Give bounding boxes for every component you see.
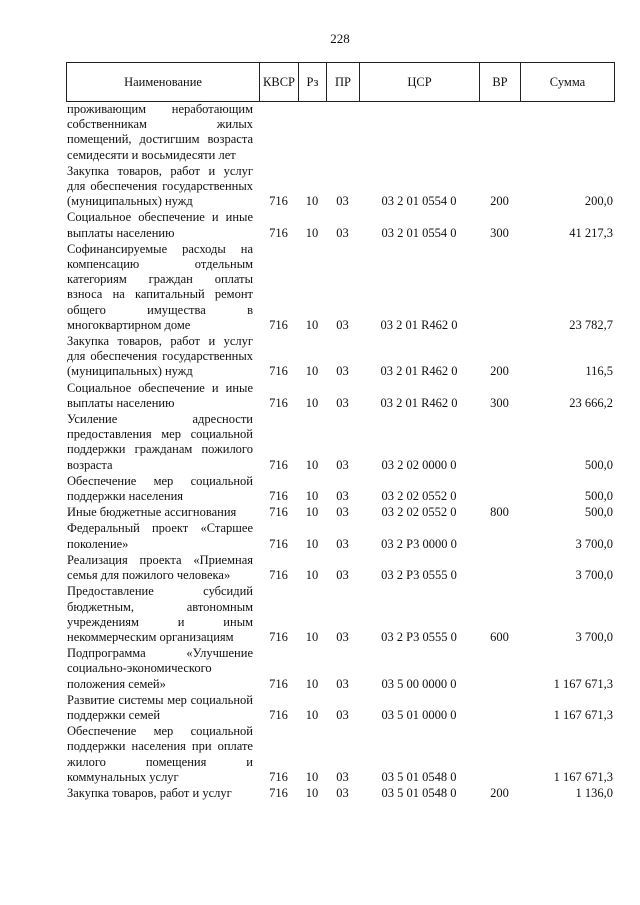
row-pr: 03 (336, 489, 349, 504)
row-pr: 03 (336, 629, 349, 644)
row-csr: 03 2 01 R462 0 (380, 317, 458, 332)
row-vr (479, 724, 520, 786)
row-name: Закупка товаров, работ и услуг для обеспечения государственных (муниципальных) нужд (67, 334, 253, 379)
row-csr: 03 2 02 0552 0 (381, 489, 457, 504)
row-pr: 03 (336, 364, 349, 379)
row-name: Подпрограмма «Улучшение социально-экономического положения семей» (67, 646, 253, 691)
header-name: Наименование (67, 63, 260, 102)
row-rz: 10 (305, 785, 319, 800)
row-csr: 03 2 P3 0555 0 (381, 629, 457, 644)
row-pr (326, 102, 359, 164)
row-csr: 03 2 01 0554 0 (381, 225, 457, 240)
row-rz: 10 (305, 568, 319, 583)
header-rz: Рз (299, 63, 327, 102)
row-vr (479, 521, 520, 552)
row-csr: 03 2 P3 0555 0 (381, 568, 457, 583)
header-pr: ПР (327, 63, 360, 102)
row-name: Федеральный проект «Старшее поколение» (67, 521, 253, 551)
row-pr: 03 (336, 676, 349, 691)
row-name: Социальное обеспечение и иные выплаты населению (67, 210, 253, 240)
row-kvsr: 716 (269, 364, 288, 379)
row-vr (479, 102, 520, 164)
row-vr: 200 (490, 194, 509, 209)
row-csr: 03 5 00 0000 0 (381, 676, 457, 691)
row-sum: 23 782,7 (569, 317, 613, 332)
row-kvsr: 716 (269, 489, 288, 504)
header-vr: ВР (480, 63, 521, 102)
row-csr: 03 5 01 0548 0 (381, 769, 457, 784)
row-kvsr: 716 (269, 457, 288, 472)
row-kvsr: 716 (269, 317, 288, 332)
row-rz: 10 (305, 317, 319, 332)
row-sum: 41 217,3 (569, 225, 613, 240)
row-name: проживающим неработающим собственникам жилых помещений, достигшим возраста семидесяти и восьмидесяти лет (67, 102, 253, 162)
row-pr: 03 (336, 395, 349, 410)
row-name: Реализация проекта «Приемная семья для пожилого человека» (67, 552, 253, 583)
row-pr: 03 (336, 536, 349, 551)
row-name: Обеспечение мер социальной поддержки населения (67, 473, 253, 504)
table-row (67, 505, 614, 521)
row-kvsr: 716 (269, 568, 288, 583)
page-number: 228 (330, 31, 350, 46)
row-pr: 03 (336, 568, 349, 583)
row-sum: 200,0 (584, 194, 613, 209)
row-rz: 10 (305, 225, 319, 240)
table-header (66, 62, 615, 102)
row-sum: 500,0 (584, 489, 613, 504)
row-name: Закупка товаров, работ и услуг для обеспечения государственных (муниципальных) нужд (67, 163, 253, 209)
row-kvsr: 716 (269, 707, 288, 722)
row-pr: 03 (336, 194, 349, 209)
row-csr: 03 2 01 0554 0 (381, 194, 457, 209)
row-kvsr: 716 (269, 676, 288, 691)
row-kvsr: 716 (269, 629, 288, 644)
row-csr: 03 2 02 0000 0 (381, 457, 457, 472)
row-sum: 1 167 671,3 (553, 707, 613, 722)
row-rz (298, 102, 326, 164)
row-csr: 03 2 P3 0000 0 (381, 536, 457, 551)
table-row (67, 334, 614, 381)
row-sum: 3 700,0 (575, 629, 613, 644)
row-kvsr: 716 (269, 785, 288, 800)
row-rz: 10 (305, 505, 319, 520)
row-csr: 03 5 01 0000 0 (381, 707, 457, 722)
row-vr: 300 (490, 225, 509, 240)
row-rz: 10 (305, 364, 319, 379)
row-name: Закупка товаров, работ и услуг (67, 785, 232, 800)
row-vr (479, 412, 520, 474)
row-pr: 03 (336, 785, 349, 800)
table-row (67, 584, 614, 646)
row-csr: 03 2 02 0552 0 (381, 505, 457, 520)
header-kvsr: КВСР (260, 63, 299, 102)
row-rz: 10 (305, 489, 319, 504)
row-vr (479, 242, 520, 334)
row-sum: 500,0 (584, 457, 613, 472)
table-row (67, 521, 614, 552)
row-rz: 10 (305, 676, 319, 691)
row-rz: 10 (305, 707, 319, 722)
row-pr: 03 (336, 457, 349, 472)
row-sum: 500,0 (584, 505, 613, 520)
row-sum: 1 136,0 (575, 785, 613, 800)
header-csr: ЦСР (360, 63, 480, 102)
row-rz: 10 (305, 194, 319, 209)
table-row (67, 164, 614, 211)
row-vr: 300 (490, 395, 509, 410)
row-sum: 3 700,0 (575, 568, 613, 583)
table-row (67, 102, 614, 164)
row-vr (479, 693, 520, 724)
table-row (67, 786, 614, 802)
row-csr (359, 102, 479, 164)
row-pr: 03 (336, 707, 349, 722)
row-kvsr: 716 (269, 769, 288, 784)
table-row (67, 693, 614, 724)
row-pr: 03 (336, 225, 349, 240)
row-kvsr: 716 (269, 395, 288, 410)
table-row (67, 646, 614, 693)
row-csr: 03 2 01 R462 0 (380, 364, 458, 379)
table-row (67, 381, 614, 412)
row-sum (520, 102, 614, 164)
row-sum: 1 167 671,3 (553, 769, 613, 784)
row-name: Софинансируемые расходы на компенсацию отдельным категориям граждан оплаты взноса на капитальный ремонт общего имущества в многоквартирном доме (67, 241, 253, 332)
row-vr (479, 474, 520, 505)
row-name: Социальное обеспечение и иные выплаты населению (67, 380, 253, 410)
row-name: Иные бюджетные ассигнования (67, 505, 237, 520)
row-csr: 03 5 01 0548 0 (381, 785, 457, 800)
row-vr: 200 (490, 364, 509, 379)
row-kvsr: 716 (269, 194, 288, 209)
row-name: Обеспечение мер социальной поддержки населения при оплате жилого помещения и коммунальных услуг (67, 724, 253, 784)
row-vr: 200 (490, 785, 509, 800)
row-rz: 10 (305, 769, 319, 784)
row-rz: 10 (305, 629, 319, 644)
row-vr: 800 (490, 505, 509, 520)
budget-table (67, 102, 614, 802)
row-rz: 10 (305, 457, 319, 472)
row-vr (479, 553, 520, 584)
row-sum: 116,5 (585, 364, 613, 379)
row-pr: 03 (336, 317, 349, 332)
row-kvsr: 716 (269, 225, 288, 240)
row-name: Развитие системы мер социальной поддержки семей (67, 692, 253, 722)
table-row (67, 553, 614, 584)
row-rz: 10 (305, 395, 319, 410)
row-sum: 23 666,2 (569, 395, 613, 410)
row-sum: 3 700,0 (575, 536, 613, 551)
row-kvsr: 716 (269, 536, 288, 551)
row-sum: 1 167 671,3 (553, 676, 613, 691)
table-body (67, 102, 614, 802)
table-row (67, 474, 614, 505)
row-kvsr (259, 102, 298, 164)
row-name: Усиление адресности предоставления мер социальной поддержки гражданам пожилого возраста (67, 412, 253, 472)
row-csr: 03 2 01 R462 0 (380, 395, 458, 410)
header-sum: Сумма (521, 63, 615, 102)
row-rz: 10 (305, 536, 319, 551)
table-row (67, 242, 614, 334)
table-row (67, 412, 614, 474)
row-name: Предоставление субсидий бюджетным, автономным учреждениям и иным некоммерческим организациям (67, 584, 253, 644)
row-pr: 03 (336, 505, 349, 520)
row-vr (479, 646, 520, 693)
table-row (67, 724, 614, 786)
table-row (67, 210, 614, 241)
row-pr: 03 (336, 769, 349, 784)
row-vr: 600 (490, 629, 509, 644)
row-kvsr: 716 (269, 505, 288, 520)
